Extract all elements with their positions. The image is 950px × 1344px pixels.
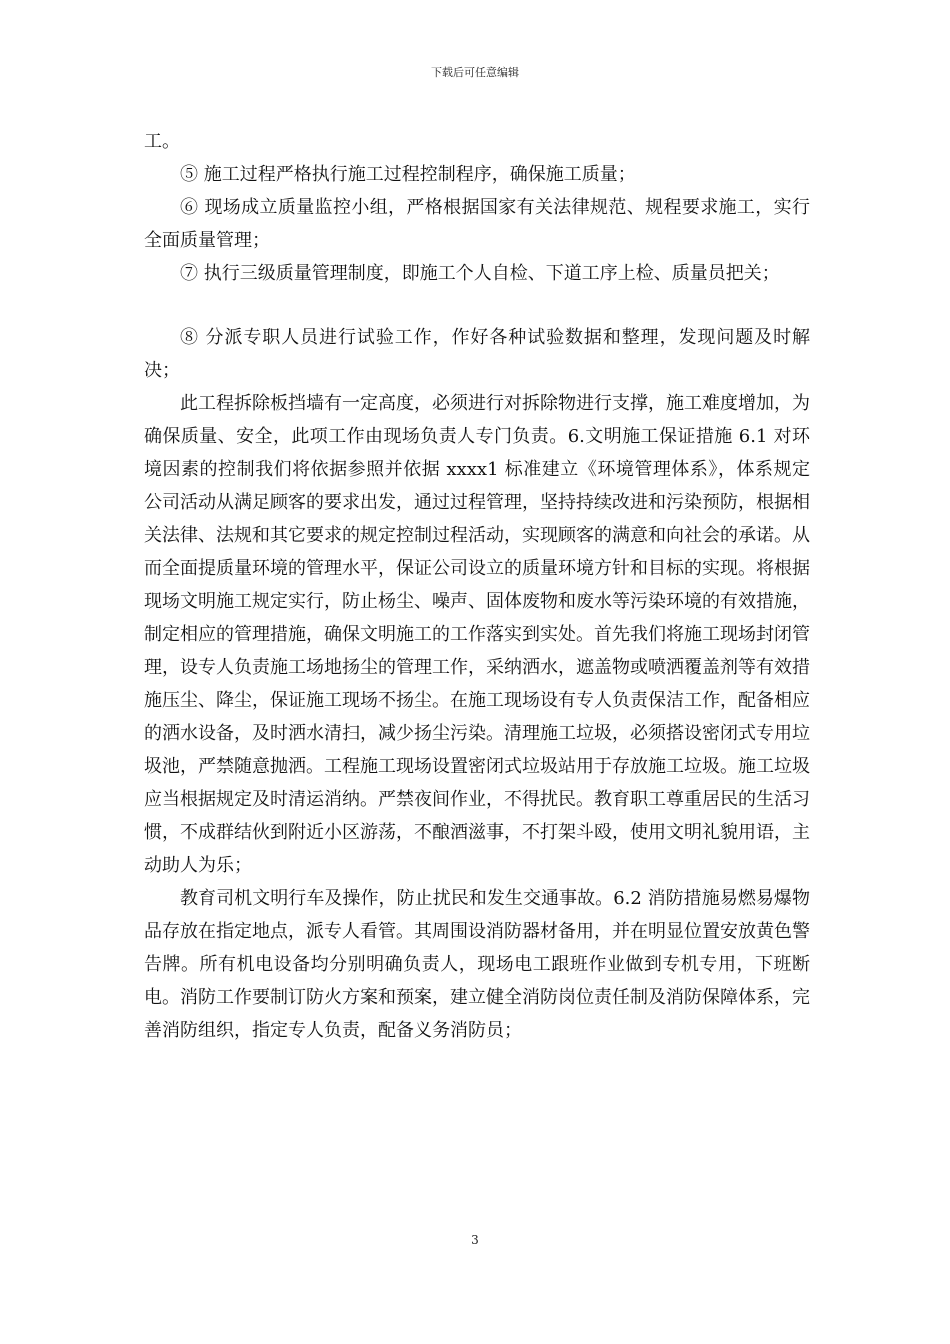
paragraph-continuation: 工。: [144, 131, 180, 152]
page-header: 下载后可任意编辑: [431, 66, 519, 79]
paragraph-environment-measures: 此工程拆除板挡墙有一定高度，必须进行对拆除物进行支撑，施工难度增加，为确保质量、安全，此项工作由现场负责人专门负责。6.文明施工保证措施 6.1 对环境因素的控制我们将依据参照并依据 xxxx1 标准建立《环境管理体系》，体系规定公司活动从满足顾客的要求出发，通过过程管理，坚持持续改进和污染预防，根据相关法律、法规和其它要求的规定控制过程活动，实现顾客的满意和向社会的承诺。从而全面提质量环境的管理水平，保证公司设立的质量环境方针和目标的实现。将根据现场文明施工规定实行，防止杨尘、噪声、固体废物和废水等污染环境的有效措施，制定相应的管理措施，确保文明施工的工作落实到实处。首先我们将施工现场封闭管理，设专人负责施工场地扬尘的管理工作，采纳洒水，遮盖物或喷洒覆盖剂等有效措施压尘、降尘，保证施工现场不扬尘。在施工现场设有专人负责保洁工作，配备相应的洒水设备，及时洒水清扫，减少扬尘污染。清理施工垃圾，必须搭设密闭式专用垃圾池，严禁随意抛洒。工程施工现场设置密闭式垃圾站用于存放施工垃圾。施工垃圾应当根据规定及时清运消纳。严禁夜间作业，不得扰民。教育职工尊重居民的生活习惯，不成群结伙到附近小区游荡，不酿酒滋事，不打架斗殴，使用文明礼貌用语，主动助人为乐；: [144, 393, 810, 876]
list-item-6: ⑥ 现场成立质量监控小组，严格根据国家有关法律规范、规程要求施工，实行全面质量管理；: [144, 197, 810, 251]
document-body: [144, 125, 810, 1047]
paragraph-fire-safety-measures: 教育司机文明行车及操作，防止扰民和发生交通事故。6.2 消防措施易燃易爆物品存放在指定地点，派专人看管。其周围设消防器材备用，并在明显位置安放黄色警告牌。所有机电设备均分别明确负责人，现场电工跟班作业做到专机专用，下班断电。消防工作要制订防火方案和预案，建立健全消防岗位责任制及消防保障体系，完善消防组织，指定专人负责，配备义务消防员；: [144, 888, 810, 1041]
list-item-5: ⑤ 施工过程严格执行施工过程控制程序，确保施工质量；: [180, 164, 636, 185]
list-item-7: ⑦ 执行三级质量管理制度，即施工个人自检、下道工序上检、质量员把关；: [180, 263, 780, 284]
page-number: 3: [471, 1233, 479, 1247]
list-item-8: ⑧ 分派专职人员进行试验工作，作好各种试验数据和整理，发现问题及时解决；: [144, 327, 810, 381]
